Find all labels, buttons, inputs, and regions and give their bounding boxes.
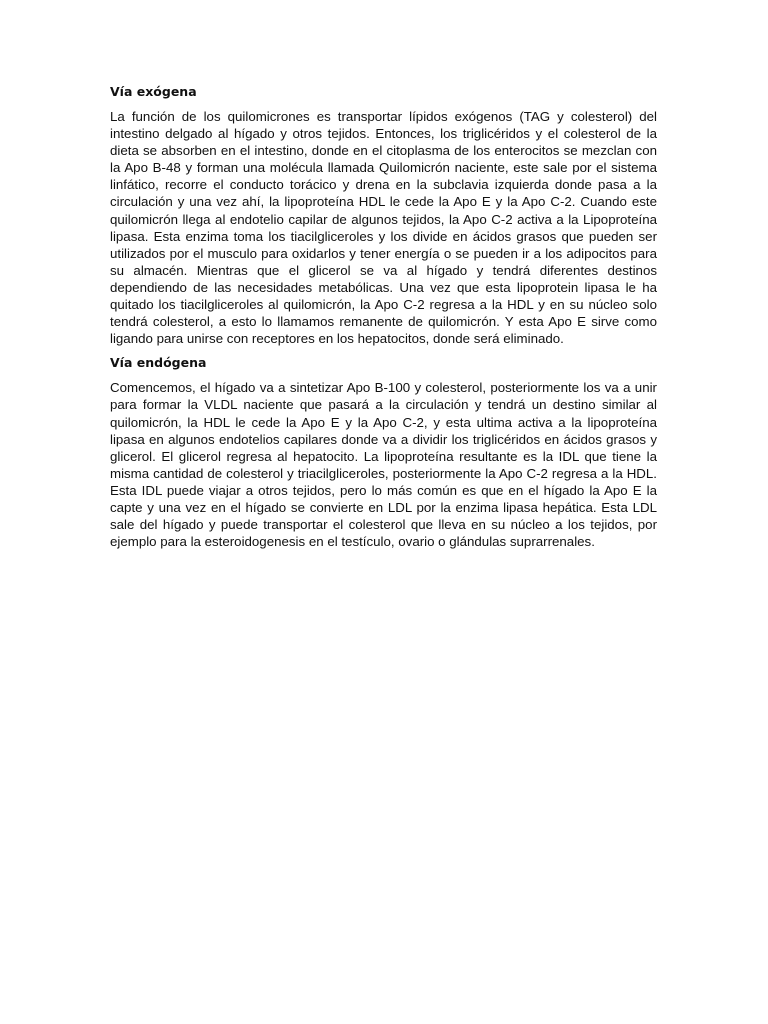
section-via-exogena [110,84,657,347]
section-paragraph: La función de los quilomicrones es transportar lípidos exógenos (TAG y colesterol) del intestino delgado al hígado y otros tejidos. Entonces, los triglicéridos y el colesterol de la dieta se absorben en el intestino, donde en el citoplasma de los enterocitos se mezclan con la Apo B-48 y forman una molécula llamada Quilomicrón naciente, este sale por el sistema linfático, recorre el conducto torácico y drena en la subclavia izquierda donde pasa a la circulación y una vez ahí, la lipoproteína HDL le cede la Apo E y la Apo C-2. Cuando este quilomicrón llega al endotelio capilar de algunos tejidos, la Apo C-2 activa a la Lipoproteína lipasa. Esta enzima toma los tiacilgliceroles y los divide en ácidos grasos que pueden ser utilizados por el musculo para oxidarlos y tener energía o se pueden ir a los adipocitos para su almacén. Mientras que el glicerol se va al hígado y tendrá diferentes destinos dependiendo de las necesidades metabólicas. Una vez que esta lipoprotein lipasa le ha quitado los tiacilgliceroles al quilomicrón, la Apo C-2 regresa a la HDL y en su núcleo solo tendrá colesterol, a esto lo llamamos remanente de quilomicrón. Y esta Apo E sirve como ligando para unirse con receptores en los hepatocitos, donde será eliminado. [110,109,657,347]
section-heading: Vía endógena [110,355,207,371]
section-heading: Vía exógena [110,84,197,99]
document-page [110,80,657,558]
section-paragraph: Comencemos, el hígado va a sintetizar Apo B-100 y colesterol, posteriormente los va a unir para formar la VLDL naciente que pasará a la circulación y tendrá un destino similar al quilomicrón, la HDL le cede la Apo E y la Apo C-2, y esta ultima activa a la lipoproteína lipasa en algunos endotelios capilares donde va a dividir los triglicéridos en ácidos grasos y glicerol. El glicerol regresa al hepatocito. La lipoproteína resultante es la IDL que tiene la misma cantidad de colesterol y triacilgliceroles, posteriormente la Apo C-2 regresa a la HDL. Esta IDL puede viajar a otros tejidos, pero lo más común es que en el hígado la Apo E la capte y una vez en el hígado se convierte en LDL por la enzima lipasa hepática. Esta LDL sale del hígado y puede transportar el colesterol que lleva en su núcleo a los tejidos, por ejemplo para la esteroidogenesis en el testículo, ovario o glándulas suprarrenales. [110,380,657,550]
section-via-endogena [110,355,657,550]
